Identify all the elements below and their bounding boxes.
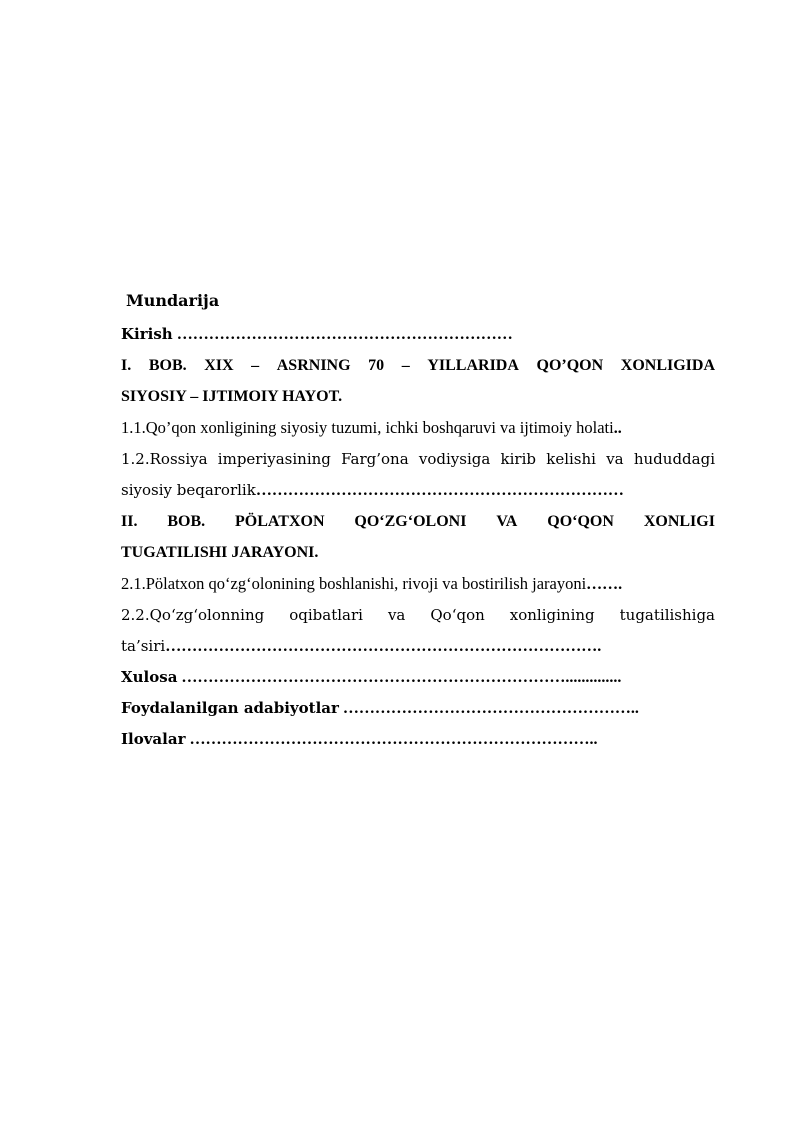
toc-section-2-2-word: tugatilishiga — [619, 606, 715, 624]
toc-section-1-2-word: kelishi — [546, 450, 596, 468]
toc-chapter-2-word: II. — [121, 513, 138, 530]
toc-entry-adabiyotlar-label: Foydalanilgan adabiyotlar — [121, 699, 339, 717]
toc-chapter-1-word: I. — [121, 357, 132, 374]
toc-chapter-1-word: ASRNING — [276, 357, 351, 374]
toc-entry-kirish-dots: ……………………………………………………… — [176, 326, 513, 343]
toc-section-2-2-word: xonligining — [509, 606, 595, 624]
toc-entry-kirish — [121, 319, 715, 350]
toc-section-1-2-text: siyosiy beqarorlik — [121, 481, 256, 499]
toc-section-1-2-word: va — [606, 450, 624, 468]
toc-chapter-2-word: QO‘ZG‘OLONI — [354, 513, 467, 530]
toc-section-1-1-dots: .. — [613, 420, 622, 437]
toc-chapter-2-word: BOB. — [167, 513, 206, 530]
toc-entry-adabiyotlar-dots: ……………………………………………….. — [342, 700, 639, 717]
toc-section-1-2-dots: …………………………………………………………… — [255, 482, 624, 499]
toc-section-1-2-word: 1.2.Rossiya — [121, 450, 208, 468]
toc-chapter-2-word: VA — [496, 513, 518, 530]
toc-section-2-2-word: va — [387, 606, 406, 624]
toc-section-2-2-dots: ………………………………………………………………………. — [165, 638, 602, 655]
toc-chapter-1-line-1 — [121, 350, 715, 381]
toc-chapter-2-word: PÖLATXON — [235, 513, 325, 530]
toc-chapter-1-word: YILLARIDA — [427, 357, 519, 374]
toc-section-2-1-dots: ……. — [586, 576, 623, 593]
toc-entry-xulosa — [121, 662, 715, 693]
toc-chapter-2-line-2: TUGATILISHI JARAYONI. — [121, 544, 319, 561]
toc-section-1-2-line-2 — [121, 475, 715, 506]
toc-chapter-1-word: XIX — [204, 357, 234, 374]
toc-section-2-2-word: oqibatlari — [289, 606, 363, 624]
toc-section-2-2-word: 2.2.Qo‘zg‘olonning — [121, 606, 265, 624]
toc-section-1-2-word: vodiysiga — [418, 450, 491, 468]
toc-chapter-2-word: XONLIGI — [643, 513, 715, 530]
toc-entry-xulosa-dots: ……………………………………………………………….............. — [181, 669, 622, 686]
toc-chapter-1-word: XONLIGIDA — [620, 357, 715, 374]
toc-chapter-1-word: QO’QON — [536, 357, 604, 374]
toc-entry-adabiyotlar — [121, 693, 715, 724]
toc-section-1-1-text: 1.1.Qo’qon xonligining siyosiy tuzumi, ichki boshqaruvi va ijtimoiy holati — [121, 418, 614, 437]
toc-entry-kirish-label: Kirish — [121, 325, 173, 343]
toc-section-1-2-line-1 — [121, 444, 715, 475]
toc-section-1-2-word: kirib — [500, 450, 537, 468]
toc-section-2-1-text: 2.1.Pölatxon qo‘zg‘olonining boshlanishi, rivoji va bostirilish jarayoni — [121, 574, 587, 593]
toc-title: Mundarija — [126, 291, 220, 310]
toc-section-2-2-line-1 — [121, 600, 715, 631]
toc-section-2-2-line-2 — [121, 631, 715, 662]
toc-entry-ilovalar — [121, 724, 715, 755]
toc-chapter-1-line-2: SIYOSIY – IJTIMOIY HAYOT. — [121, 388, 343, 405]
toc-section-1-2-word: imperiyasining — [217, 450, 331, 468]
toc-entry-ilovalar-label: Ilovalar — [121, 730, 186, 748]
toc-section-1-2-word: hududdagi — [633, 450, 715, 468]
toc-chapter-1-word: – — [251, 357, 260, 374]
toc-section-2-2-text: ta’siri — [121, 637, 166, 655]
toc-entry-ilovalar-dots: ………………………………………………………………….. — [189, 731, 598, 748]
toc-chapter-2-line-1 — [121, 506, 715, 537]
toc-section-2-2-word: Qo‘qon — [430, 606, 485, 624]
toc-chapter-1-word: 70 — [368, 357, 385, 374]
toc-chapter-2-word: QO‘QON — [547, 513, 614, 530]
toc-chapter-1-word: BOB. — [148, 357, 187, 374]
toc-section-1-2-word: Farg’ona — [341, 450, 409, 468]
toc-chapter-1-word: – — [401, 357, 410, 374]
toc-entry-xulosa-label: Xulosa — [121, 668, 178, 686]
toc-section-1-1 — [121, 412, 715, 444]
toc-section-2-1 — [121, 568, 715, 600]
table-of-contents — [121, 288, 715, 755]
